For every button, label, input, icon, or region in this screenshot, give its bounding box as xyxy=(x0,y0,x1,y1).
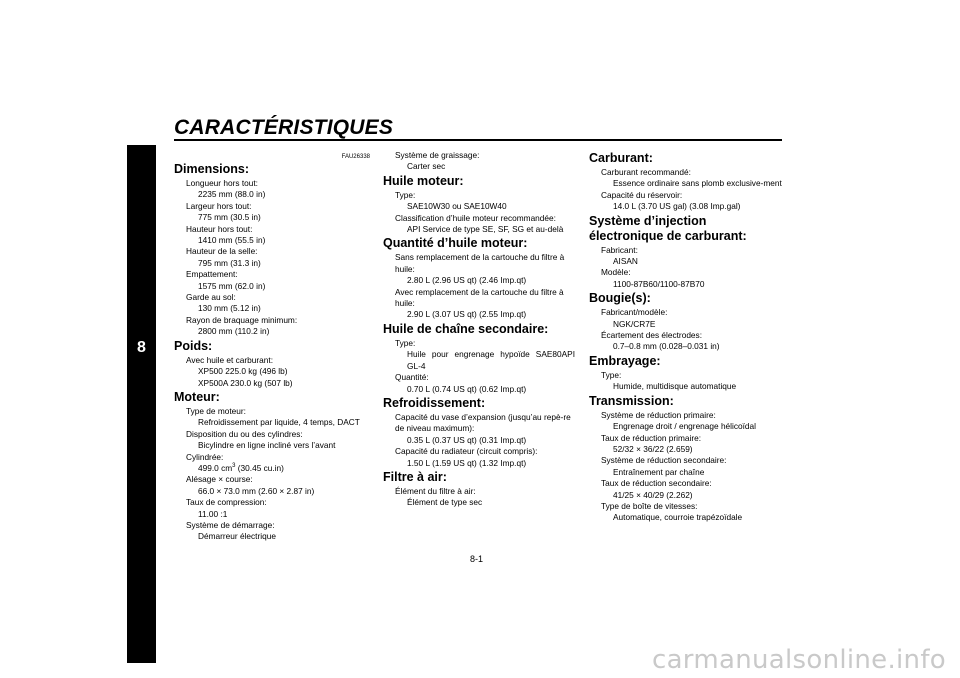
spec-value: 41/25 × 40/29 (2.262) xyxy=(613,489,693,500)
section-heading: Transmission: xyxy=(589,393,674,408)
spec-value: 2.90 L (3.07 US qt) (2.55 Imp.qt) xyxy=(407,309,527,320)
spec-label: Système de démarrage: xyxy=(186,519,275,530)
spec-value-text: 499.0 cm xyxy=(198,462,233,473)
section-heading: Refroidissement: xyxy=(383,395,486,410)
spec-label: Carburant recommandé: xyxy=(601,167,691,177)
section-heading: Huile de chaîne secondaire: xyxy=(383,321,549,336)
spec-value: 795 mm (31.3 in) xyxy=(198,257,261,268)
chapter-tab xyxy=(127,145,156,663)
spec-label: Avec huile et carburant: xyxy=(186,354,274,365)
section-heading: Moteur: xyxy=(174,389,220,404)
page-number: 8-1 xyxy=(470,554,484,564)
section-heading: Bougie(s): xyxy=(589,291,651,306)
spec-value: Engrenage droit / engrenage hélicoïdal xyxy=(613,421,756,432)
spec-label: Système de réduction secondaire: xyxy=(601,455,727,466)
spec-label: Type: xyxy=(395,189,416,200)
spec-value: 1575 mm (62.0 in) xyxy=(198,280,266,291)
spec-value: Démarreur électrique xyxy=(198,531,276,542)
spec-value: AISAN xyxy=(613,256,638,267)
spec-value: SAE10W30 ou SAE10W40 xyxy=(407,201,507,212)
spec-label: Type: xyxy=(601,369,622,380)
spec-value: 1410 mm (55.5 in) xyxy=(198,235,266,246)
spec-label: Type de moteur: xyxy=(186,405,246,416)
spec-label: Capacité du réservoir: xyxy=(601,189,683,200)
title-rule xyxy=(174,139,782,141)
section-heading: Huile moteur: xyxy=(383,173,464,188)
spec-value: 14.0 L (3.70 US gal) (3.08 Imp.gal) xyxy=(613,201,741,212)
column-1-content xyxy=(174,162,370,543)
spec-value: Entraînement par chaîne xyxy=(613,466,705,477)
watermark: carmanualsonline.info xyxy=(651,645,946,675)
spec-value: 11.00 :1 xyxy=(198,508,228,519)
spec-label: Type de boîte de vitesses: xyxy=(601,500,698,511)
spec-value: 66.0 × 73.0 mm (2.60 × 2.87 in) xyxy=(198,485,315,496)
spec-label: Alésage × course: xyxy=(186,474,253,485)
spec-value: 1.50 L (1.59 US qt) (1.32 Imp.qt) xyxy=(407,457,527,468)
chapter-number: 8 xyxy=(137,339,146,356)
spec-value: Refroidissement par liquide, 4 temps, DACT xyxy=(198,417,360,428)
column-2 xyxy=(383,150,575,509)
section-heading: Dimensions: xyxy=(174,162,250,176)
column-3-content xyxy=(589,151,784,524)
spec-label: Type: xyxy=(395,337,416,348)
spec-value: Automatique, courroie trapézoïdale xyxy=(613,512,743,523)
spec-label: Rayon de braquage minimum: xyxy=(186,314,298,325)
spec-value: Carter sec xyxy=(407,161,446,172)
unit-superscript: 3 xyxy=(232,463,236,470)
spec-label: Avec remplacement de la cartouche du filtre à huile: xyxy=(395,286,564,309)
spec-value: NGK/CR7E xyxy=(613,318,656,329)
page-title: CARACTÉRISTIQUES xyxy=(174,116,394,139)
spec-value: 130 mm (5.12 in) xyxy=(198,303,261,314)
spec-value: 0.7–0.8 mm (0.028–0.031 in) xyxy=(613,341,720,352)
spec-value: 2.80 L (2.96 US qt) (2.46 Imp.qt) xyxy=(407,275,527,286)
spec-label: Taux de réduction secondaire: xyxy=(601,478,712,489)
spec-label: Taux de compression: xyxy=(186,497,267,508)
section-heading: Quantité d’huile moteur: xyxy=(383,236,528,251)
column-1 xyxy=(174,153,370,543)
spec-label: Taux de réduction primaire: xyxy=(601,432,702,443)
spec-label: Longueur hors tout: xyxy=(186,178,258,188)
spec-label: Empattement: xyxy=(186,269,238,280)
spec-label: Classification d’huile moteur recommandée: xyxy=(395,212,556,223)
spec-label: Système de graissage: xyxy=(395,150,480,160)
spec-label: Hauteur de la selle: xyxy=(186,246,258,257)
spec-value: XP500 225.0 kg (496 lb) xyxy=(198,366,288,377)
section-heading: Embrayage: xyxy=(589,353,661,368)
spec-label: Cylindrée: xyxy=(186,451,224,462)
column-2-content xyxy=(383,150,575,509)
spec-label: Système de réduction primaire: xyxy=(601,409,716,420)
spec-label: Disposition du ou des cylindres: xyxy=(186,428,303,439)
spec-label: Écartement des électrodes: xyxy=(601,330,702,341)
section-heading: Carburant: xyxy=(589,151,653,165)
spec-value: Essence ordinaire sans plomb exclusive-ment xyxy=(613,178,782,189)
spec-value: 1100-87B60/1100-87B70 xyxy=(613,278,705,289)
section-heading: Filtre à air: xyxy=(383,469,447,484)
spec-value: Élément de type sec xyxy=(407,497,483,508)
spec-label: Sans remplacement de la cartouche du filtre à huile: xyxy=(395,252,565,274)
spec-value: Humide, multidisque automatique xyxy=(613,381,737,392)
spec-label: Capacité du vase d’expansion (jusqu’au repè-re de niveau maximum): xyxy=(395,411,571,434)
spec-value: 0.70 L (0.74 US qt) (0.62 Imp.qt) xyxy=(407,383,527,394)
spec-label: Fabricant/modèle: xyxy=(601,307,668,318)
spec-value: API Service de type SE, SF, SG et au-delà xyxy=(407,224,564,235)
spec-label: Garde au sol: xyxy=(186,292,236,303)
spec-value: 0.35 L (0.37 US qt) (0.31 Imp.qt) xyxy=(407,434,527,445)
spec-value xyxy=(174,463,370,474)
section-heading: Poids: xyxy=(174,338,213,353)
spec-label: Capacité du radiateur (circuit compris): xyxy=(395,446,538,457)
spec-value: 52/32 × 36/22 (2.659) xyxy=(613,443,693,454)
spec-label: Fabricant: xyxy=(601,244,638,255)
spec-value: Huile pour engrenage hypoïde SAE80API GL-4 xyxy=(407,349,575,371)
spec-value: 775 mm (30.5 in) xyxy=(198,212,261,223)
reference-code: FAU26338 xyxy=(341,154,370,160)
spec-value: Bicylindre en ligne incliné vers l’avant xyxy=(198,440,336,451)
spec-value: XP500A 230.0 kg (507 lb) xyxy=(198,377,293,388)
spec-value-suffix: (30.45 cu.in) xyxy=(235,462,284,473)
column-3 xyxy=(589,150,784,524)
spec-value: 2235 mm (88.0 in) xyxy=(198,189,266,200)
section-heading: Système d’injection électronique de carburant: xyxy=(589,213,747,243)
spec-value: 2800 mm (110.2 in) xyxy=(198,326,270,337)
spec-label: Hauteur hors tout: xyxy=(186,223,253,234)
spec-label: Modèle: xyxy=(601,267,631,278)
spec-label: Largeur hors tout: xyxy=(186,200,252,211)
spec-label: Élément du filtre à air: xyxy=(395,485,476,496)
spec-label: Quantité: xyxy=(395,372,429,383)
